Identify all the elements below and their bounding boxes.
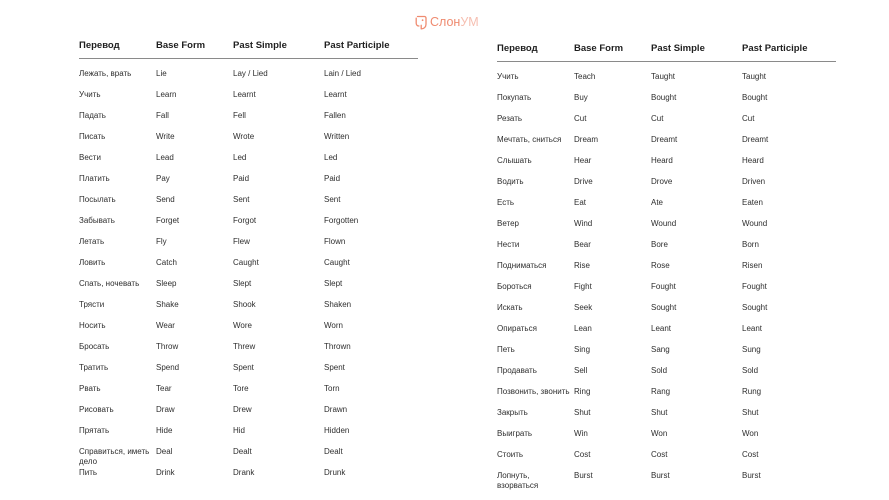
past-participle-cell: Heard	[742, 156, 764, 165]
past-simple-cell: Led	[233, 153, 247, 162]
verb-row	[497, 303, 836, 324]
past-participle-cell: Shaken	[324, 300, 352, 309]
past-simple-cell: Hid	[233, 426, 246, 435]
base-form-cell: Send	[156, 195, 175, 204]
base-form-cell: Cut	[574, 114, 587, 123]
header-base-form: Base Form	[156, 40, 206, 51]
translation-cell: Резать	[497, 114, 523, 123]
past-simple-cell: Taught	[651, 72, 676, 81]
header-translation: Перевод	[79, 40, 120, 51]
translation-cell: Покупать	[497, 93, 532, 102]
logo-text	[430, 14, 479, 30]
verb-row	[497, 177, 836, 198]
base-form-cell: Fly	[156, 237, 167, 246]
base-form-cell: Learn	[156, 90, 177, 99]
verb-row	[497, 72, 836, 93]
translation-cell: Спать, ночевать	[79, 279, 140, 288]
base-form-cell: Spend	[156, 363, 180, 372]
base-form-cell: Dream	[574, 135, 599, 144]
past-participle-cell: Drawn	[324, 405, 348, 414]
verb-row	[79, 363, 418, 384]
translation-cell: Позвонить, звонить	[497, 387, 570, 396]
verb-row	[497, 261, 836, 282]
verb-row	[497, 219, 836, 240]
base-form-cell: Bear	[574, 240, 591, 249]
translation-cell: Водить	[497, 177, 524, 186]
translation-cell: Вести	[79, 153, 101, 162]
past-simple-cell: Spent	[233, 363, 254, 372]
elephant-logo-icon	[415, 15, 430, 30]
past-simple-cell: Flew	[233, 237, 250, 246]
verb-row	[497, 429, 836, 450]
translation-cell: Закрыть	[497, 408, 528, 417]
header-past-participle: Past Participle	[742, 43, 808, 54]
past-simple-cell: Wore	[233, 321, 252, 330]
table-header	[497, 43, 836, 62]
past-simple-cell: Shook	[233, 300, 256, 309]
logo	[415, 14, 479, 30]
base-form-cell: Drive	[574, 177, 593, 186]
past-simple-cell: Sold	[651, 366, 668, 375]
translation-cell: Носить	[79, 321, 106, 330]
translation-cell: Лопнуть, взорваться	[497, 471, 539, 490]
base-form-cell: Catch	[156, 258, 177, 267]
verb-row	[497, 324, 836, 345]
past-participle-cell: Forgotten	[324, 216, 359, 225]
header-past-participle: Past Participle	[324, 40, 390, 51]
translation-cell: Летать	[79, 237, 105, 246]
base-form-cell: Lean	[574, 324, 592, 333]
past-participle-cell: Dreamt	[742, 135, 769, 144]
past-participle-cell: Wound	[742, 219, 768, 228]
past-participle-cell: Born	[742, 240, 759, 249]
verb-row	[79, 258, 418, 279]
translation-cell: Нести	[497, 240, 520, 249]
past-simple-cell: Ate	[651, 198, 664, 207]
past-participle-cell: Written	[324, 132, 350, 141]
base-form-cell: Write	[156, 132, 175, 141]
translation-cell: Забывать	[79, 216, 115, 225]
base-form-cell: Win	[574, 429, 588, 438]
base-form-cell: Rise	[574, 261, 591, 270]
logo-text-main: Слон	[430, 15, 461, 29]
translation-cell: Стоить	[497, 450, 524, 459]
verb-row	[497, 387, 836, 408]
past-participle-cell: Won	[742, 429, 759, 438]
past-simple-cell: Forgot	[233, 216, 257, 225]
past-simple-cell: Sought	[651, 303, 677, 312]
translation-cell: Бросать	[79, 342, 110, 351]
translation-cell: Петь	[497, 345, 515, 354]
base-form-cell: Shut	[574, 408, 591, 417]
verb-row	[79, 405, 418, 426]
past-participle-cell: Drunk	[324, 468, 346, 477]
verb-row	[79, 153, 418, 174]
past-simple-cell: Burst	[651, 471, 670, 480]
past-simple-cell: Sang	[651, 345, 670, 354]
translation-cell: Бороться	[497, 282, 532, 291]
past-simple-cell: Fought	[651, 282, 676, 291]
past-simple-cell: Tore	[233, 384, 249, 393]
past-participle-cell: Led	[324, 153, 338, 162]
past-participle-cell: Torn	[324, 384, 340, 393]
past-participle-cell: Sent	[324, 195, 341, 204]
past-simple-cell: Drew	[233, 405, 252, 414]
past-participle-cell: Worn	[324, 321, 343, 330]
base-form-cell: Deal	[156, 447, 173, 456]
translation-cell: Платить	[79, 174, 110, 183]
past-simple-cell: Cost	[651, 450, 668, 459]
translation-cell: Посылать	[79, 195, 116, 204]
translation-cell: Прятать	[79, 426, 110, 435]
base-form-cell: Buy	[574, 93, 588, 102]
translation-cell: Есть	[497, 198, 515, 207]
past-simple-cell: Bought	[651, 93, 677, 102]
past-simple-cell: Leant	[651, 324, 672, 333]
verb-row	[497, 114, 836, 135]
verb-row	[79, 426, 418, 447]
past-participle-cell: Driven	[742, 177, 766, 186]
translation-cell: Мечтать, сниться	[497, 135, 562, 144]
past-participle-cell: Caught	[324, 258, 350, 267]
past-participle-cell: Sold	[742, 366, 759, 375]
logo-text-accent: УМ	[460, 15, 479, 29]
base-form-cell: Throw	[156, 342, 179, 351]
translation-cell: Подниматься	[497, 261, 547, 270]
verb-row	[497, 408, 836, 429]
verb-row	[79, 279, 418, 300]
past-participle-cell: Flown	[324, 237, 346, 246]
translation-cell: Искать	[497, 303, 523, 312]
base-form-cell: Burst	[574, 471, 593, 480]
past-simple-cell: Cut	[651, 114, 664, 123]
past-participle-cell: Sung	[742, 345, 761, 354]
verb-table-right	[497, 43, 836, 492]
past-simple-cell: Won	[651, 429, 668, 438]
base-form-cell: Wear	[156, 321, 175, 330]
verb-row	[79, 90, 418, 111]
translation-cell: Выиграть	[497, 429, 533, 438]
past-participle-cell: Cut	[742, 114, 755, 123]
translation-cell: Лежать, врать	[79, 69, 132, 78]
past-simple-cell: Sent	[233, 195, 250, 204]
verb-row	[497, 471, 836, 492]
past-simple-cell: Wrote	[233, 132, 255, 141]
past-participle-cell: Thrown	[324, 342, 351, 351]
past-simple-cell: Rang	[651, 387, 671, 396]
past-simple-cell: Dreamt	[651, 135, 678, 144]
verb-table-left	[79, 40, 418, 489]
past-participle-cell: Eaten	[742, 198, 763, 207]
past-simple-cell: Drank	[233, 468, 255, 477]
translation-cell: Опираться	[497, 324, 537, 333]
past-participle-cell: Risen	[742, 261, 763, 270]
past-simple-cell: Caught	[233, 258, 259, 267]
past-participle-cell: Hidden	[324, 426, 350, 435]
verb-row	[79, 132, 418, 153]
past-simple-cell: Lay / Lied	[233, 69, 268, 78]
base-form-cell: Lead	[156, 153, 174, 162]
past-participle-cell: Leant	[742, 324, 763, 333]
base-form-cell: Hide	[156, 426, 173, 435]
past-participle-cell: Spent	[324, 363, 345, 372]
base-form-cell: Eat	[574, 198, 587, 207]
past-simple-cell: Rose	[651, 261, 670, 270]
past-simple-cell: Wound	[651, 219, 677, 228]
header-translation: Перевод	[497, 43, 538, 54]
verb-row	[79, 300, 418, 321]
translation-cell: Писать	[79, 132, 106, 141]
past-participle-cell: Shut	[742, 408, 759, 417]
translation-cell: Рисовать	[79, 405, 114, 414]
translation-cell: Ловить	[79, 258, 106, 267]
past-simple-cell: Heard	[651, 156, 673, 165]
translation-cell: Учить	[79, 90, 101, 99]
base-form-cell: Fall	[156, 111, 169, 120]
verb-row	[79, 342, 418, 363]
translation-cell: Тратить	[79, 363, 109, 372]
header-base-form: Base Form	[574, 43, 624, 54]
verb-row	[497, 282, 836, 303]
translation-cell: Пить	[79, 468, 98, 477]
past-simple-cell: Drove	[651, 177, 673, 186]
base-form-cell: Tear	[156, 384, 172, 393]
verb-row	[79, 321, 418, 342]
translation-cell: Учить	[497, 72, 519, 81]
verb-row	[79, 216, 418, 237]
past-participle-cell: Learnt	[324, 90, 347, 99]
base-form-cell: Fight	[574, 282, 592, 291]
past-participle-cell: Rung	[742, 387, 762, 396]
verb-row	[79, 237, 418, 258]
header-past-simple: Past Simple	[233, 40, 287, 51]
verb-row	[497, 93, 836, 114]
translation-cell: Трясти	[79, 300, 105, 309]
past-simple-cell: Fell	[233, 111, 246, 120]
base-form-cell: Sleep	[156, 279, 177, 288]
past-participle-cell: Lain / Lied	[324, 69, 361, 78]
past-participle-cell: Fallen	[324, 111, 346, 120]
table-header	[79, 40, 418, 59]
past-participle-cell: Paid	[324, 174, 341, 183]
verb-row	[497, 198, 836, 219]
base-form-cell: Hear	[574, 156, 592, 165]
base-form-cell: Wind	[574, 219, 593, 228]
base-form-cell: Draw	[156, 405, 175, 414]
base-form-cell: Cost	[574, 450, 591, 459]
base-form-cell: Sell	[574, 366, 588, 375]
past-participle-cell: Slept	[324, 279, 343, 288]
base-form-cell: Sing	[574, 345, 591, 354]
past-simple-cell: Bore	[651, 240, 668, 249]
translation-cell: Рвать	[79, 384, 101, 393]
past-participle-cell: Dealt	[324, 447, 343, 456]
translation-cell: Слышать	[497, 156, 532, 165]
base-form-cell: Forget	[156, 216, 180, 225]
translation-cell: Продавать	[497, 366, 537, 375]
base-form-cell: Teach	[574, 72, 596, 81]
past-participle-cell: Sought	[742, 303, 768, 312]
base-form-cell: Lie	[156, 69, 167, 78]
past-participle-cell: Burst	[742, 471, 761, 480]
base-form-cell: Seek	[574, 303, 593, 312]
verb-row	[79, 447, 418, 468]
translation-cell: Ветер	[497, 219, 519, 228]
base-form-cell: Ring	[574, 387, 591, 396]
verb-row	[497, 450, 836, 471]
past-participle-cell: Cost	[742, 450, 759, 459]
past-simple-cell: Threw	[233, 342, 256, 351]
base-form-cell: Shake	[156, 300, 179, 309]
verb-row	[79, 111, 418, 132]
verb-row	[497, 156, 836, 177]
verb-row	[497, 135, 836, 156]
verb-row	[497, 345, 836, 366]
verb-row	[497, 366, 836, 387]
header-past-simple: Past Simple	[651, 43, 705, 54]
past-participle-cell: Fought	[742, 282, 767, 291]
verb-row	[79, 69, 418, 90]
translation-cell: Справиться, иметь дело	[79, 447, 150, 466]
table-body	[497, 72, 836, 492]
past-simple-cell: Slept	[233, 279, 252, 288]
verb-row	[79, 468, 418, 489]
past-simple-cell: Shut	[651, 408, 668, 417]
past-participle-cell: Bought	[742, 93, 768, 102]
past-simple-cell: Learnt	[233, 90, 256, 99]
base-form-cell: Drink	[156, 468, 175, 477]
verb-row	[79, 174, 418, 195]
table-body	[79, 69, 418, 489]
verb-row	[79, 195, 418, 216]
verb-row	[497, 240, 836, 261]
past-participle-cell: Taught	[742, 72, 767, 81]
base-form-cell: Pay	[156, 174, 170, 183]
past-simple-cell: Dealt	[233, 447, 252, 456]
translation-cell: Падать	[79, 111, 106, 120]
verb-row	[79, 384, 418, 405]
past-simple-cell: Paid	[233, 174, 250, 183]
